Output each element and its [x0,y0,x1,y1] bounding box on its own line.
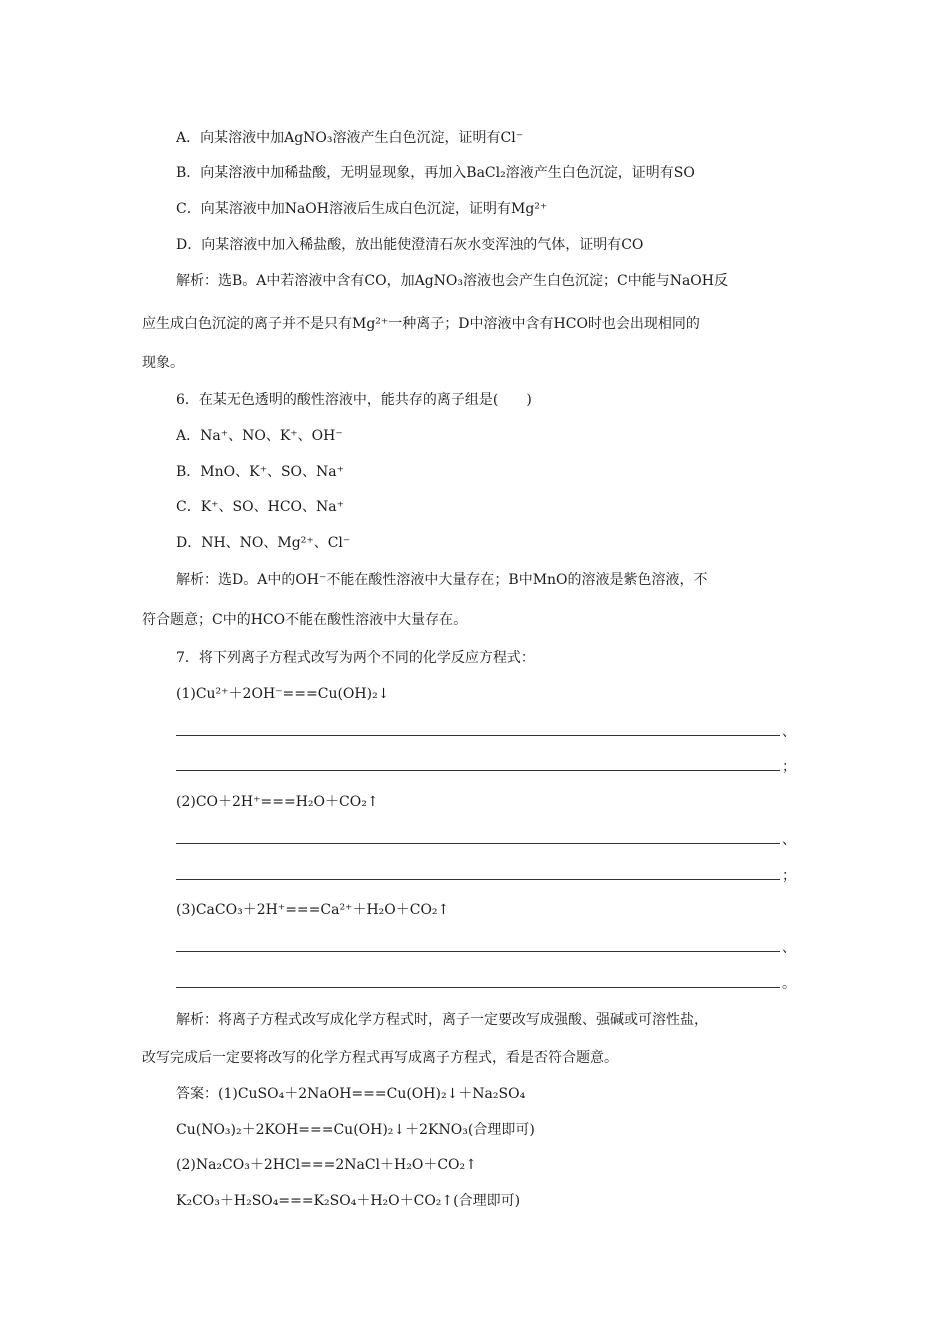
q7-answer-line-1: 答案：(1)CuSO₄＋2NaOH===Cu(OH)₂↓＋Na₂SO₄ [176,1086,526,1102]
q7-answer-line-3: (2)Na₂CO₃＋2HCl===2NaCl＋H₂O＋CO₂↑ [176,1157,477,1173]
q6-option-a: A．Na⁺、NO、K⁺、OH⁻ [176,428,343,444]
answer-blank-3b[interactable] [176,987,780,988]
q5-option-b: B．向某溶液中加稀盐酸，无明显现象，再加入BaCl₂溶液产生白色沉淀，证明有SO [176,165,695,181]
answer-blank-2b[interactable] [176,879,780,880]
q6-option-c: C．K⁺、SO、HCO、Na⁺ [176,499,345,515]
q6-stem: 6．在某无色透明的酸性溶液中，能共存的离子组是( ) [176,392,532,408]
answer-blank-1b[interactable] [176,770,780,771]
q7-answer-line-2: Cu(NO₃)₂＋2KOH===Cu(OH)₂↓＋2KNO₃(合理即可) [176,1122,535,1138]
q7-equation-2: (2)CO＋2H⁺===H₂O＋CO₂↑ [176,794,379,810]
q7-equation-3: (3)CaCO₃＋2H⁺===Ca²⁺＋H₂O＋CO₂↑ [176,902,450,918]
answer-blank-2a[interactable] [176,843,780,844]
q7-answer-line-4: K₂CO₃＋H₂SO₄===K₂SO₄＋H₂O＋CO₂↑(合理即可) [176,1193,521,1209]
q5-analysis-line-1: 解析：选B。A中若溶液中含有CO，加AgNO₃溶液也会产生白色沉淀；C中能与NaOH反 [176,273,728,289]
blank-comma: 、 [782,940,796,956]
q5-analysis-line-3: 现象。 [142,355,184,371]
q7-analysis-line-2: 改写完成后一定要将改写的化学方程式再写成离子方程式，看是否符合题意。 [142,1050,618,1066]
blank-comma: 、 [782,724,796,740]
q6-option-d: D．NH、NO、Mg²⁺、Cl⁻ [176,535,351,551]
q5-analysis-line-2: 应生成白色沉淀的离子并不是只有Mg²⁺一种离子；D中溶液中含有HCO时也会出现相同的 [142,316,700,332]
q6-analysis-line-1: 解析：选D。A中的OH⁻不能在酸性溶液中大量存在；B中MnO的溶液是紫色溶液，不 [176,572,708,588]
blank-comma: 、 [782,832,796,848]
q7-equation-1: (1)Cu²⁺＋2OH⁻===Cu(OH)₂↓ [176,686,390,702]
q6-analysis-line-2: 符合题意；C中的HCO不能在酸性溶液中大量存在。 [142,612,468,628]
q5-option-a: A．向某溶液中加AgNO₃溶液产生白色沉淀，证明有Cl⁻ [176,130,524,146]
q5-option-d: D．向某溶液中加入稀盐酸，放出能使澄清石灰水变浑浊的气体，证明有CO [176,237,644,253]
q6-option-b: B．MnO、K⁺、SO、Na⁺ [176,464,345,480]
answer-blank-1a[interactable] [176,735,780,736]
blank-semicolon: ； [782,868,796,884]
answer-blank-3a[interactable] [176,951,780,952]
q5-option-c: C．向某溶液中加NaOH溶液后生成白色沉淀，证明有Mg²⁺ [176,201,548,217]
q7-stem: 7．将下列离子方程式改写为两个不同的化学反应方程式： [176,650,535,666]
blank-period: 。 [782,976,796,992]
blank-semicolon: ； [782,759,796,775]
q7-analysis-line-1: 解析：将离子方程式改写成化学方程式时，离子一定要改写成强酸、强碱或可溶性盐， [176,1012,708,1028]
